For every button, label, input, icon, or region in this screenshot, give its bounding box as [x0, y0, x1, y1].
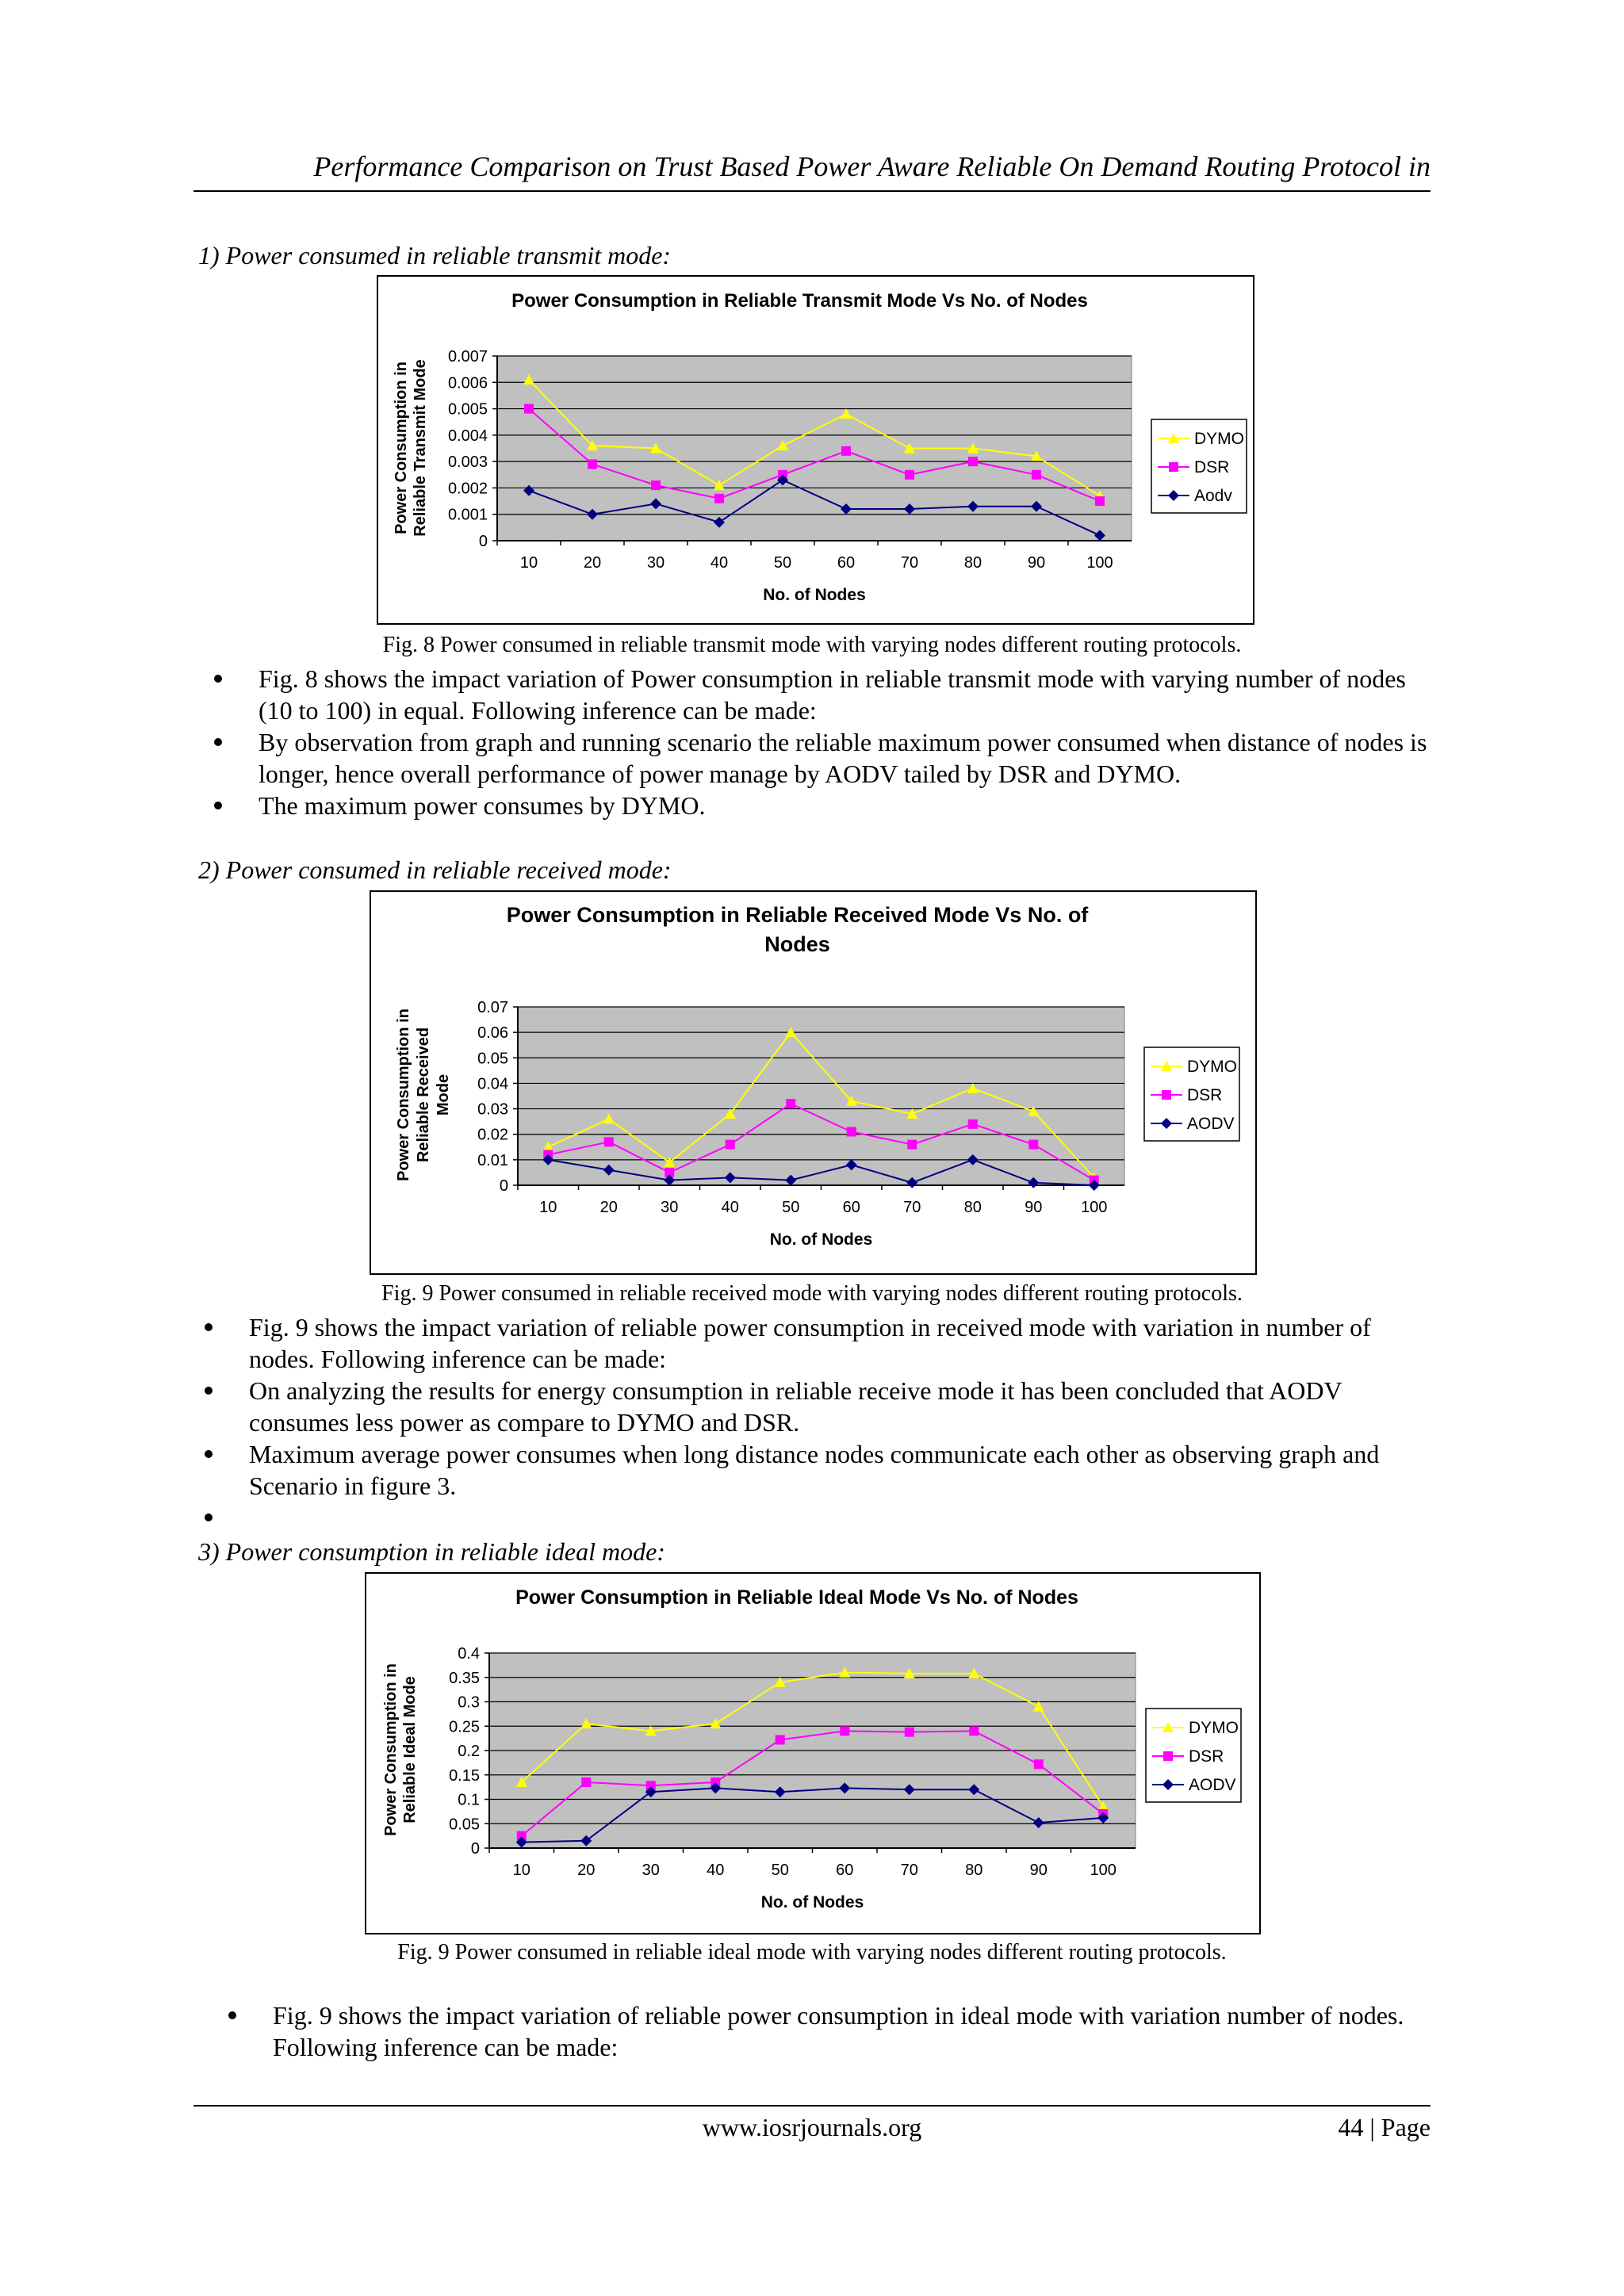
y-axis-label: Power Consumption in: [382, 1663, 400, 1836]
data-point-dsr: [841, 446, 851, 456]
running-title: Performance Comparison on Trust Based Power Aware Reliable On Demand Routing Protocol in: [313, 151, 1431, 182]
plot-area: [518, 1007, 1124, 1185]
figure-caption-9-ideal: Fig. 9 Power consumed in reliable ideal mode with varying nodes different routing protocols.: [397, 1940, 1227, 1965]
legend-label: DSR: [1194, 458, 1230, 476]
x-tick-label: 100: [1081, 1199, 1108, 1216]
legend-label: AODV: [1189, 1776, 1236, 1794]
x-tick-label: 100: [1090, 1862, 1116, 1879]
x-tick-label: 90: [1025, 1199, 1043, 1216]
data-point-dsr: [1095, 496, 1105, 506]
y-axis-label: Power Consumption in: [393, 362, 410, 534]
chart-transmit-mode: [377, 275, 1254, 625]
bullet-list-ideal: [217, 1999, 1431, 2063]
page-number: 44 | Page: [1338, 2113, 1431, 2141]
y-axis-label: Power Consumption in: [395, 1008, 412, 1181]
y-tick-label: 0.06: [477, 1024, 508, 1043]
y-tick-label: 0.05: [449, 1816, 480, 1834]
chart-title: Nodes: [764, 932, 830, 956]
x-axis-label: No. of Nodes: [760, 1893, 864, 1911]
chart-ideal-svg: [366, 1574, 1259, 1933]
data-point-dsr: [776, 1735, 785, 1744]
y-tick-label: 0.02: [477, 1126, 508, 1144]
x-tick-label: 10: [512, 1862, 530, 1879]
y-tick-label: 0.2: [458, 1743, 480, 1760]
legend-label: AODV: [1187, 1115, 1235, 1133]
x-tick-label: 30: [642, 1862, 660, 1879]
y-tick-label: 0.01: [477, 1151, 508, 1169]
data-point-dsr: [786, 1099, 795, 1108]
x-tick-label: 20: [577, 1862, 596, 1879]
section-heading-received: 2) Power consumed in reliable received mode:: [198, 855, 672, 884]
y-tick-label: 0.001: [447, 506, 488, 524]
x-tick-label: 60: [836, 1862, 854, 1879]
y-tick-label: 0.002: [447, 480, 488, 498]
y-axis-label: Reliable Transmit Mode: [412, 359, 429, 537]
y-tick-label: 0.007: [447, 348, 488, 365]
bullet-list-received: [193, 1311, 1431, 1533]
data-point-dsr: [1028, 1140, 1038, 1150]
x-tick-label: 30: [661, 1199, 679, 1216]
chart-received-mode: [370, 890, 1257, 1275]
chart-title: Power Consumption in Reliable Received Mode Vs No. of: [506, 903, 1089, 927]
x-tick-label: 70: [900, 1862, 918, 1879]
x-tick-label: 40: [721, 1199, 739, 1216]
x-tick-label: 60: [837, 554, 856, 572]
header-rule: [193, 190, 1431, 192]
list-item: Maximum average power consumes when long distance nodes communicate each other as observing graph and Scenario in figure 3.: [193, 1438, 1431, 1502]
section-heading-ideal: 3) Power consumption in reliable ideal mode:: [198, 1537, 665, 1566]
data-point-dsr: [651, 480, 661, 490]
legend-label: DYMO: [1189, 1719, 1239, 1737]
x-tick-label: 50: [771, 1862, 789, 1879]
list-item: The maximum power consumes by DYMO.: [203, 790, 1431, 821]
data-point-dsr: [968, 1119, 978, 1129]
section-heading-transmit: 1) Power consumed in reliable transmit mode:: [198, 241, 672, 270]
y-tick-label: 0: [478, 533, 488, 550]
footer-url: www.iosrjournals.org: [702, 2113, 922, 2141]
y-axis-label: Mode: [435, 1073, 452, 1116]
x-tick-label: 80: [963, 1199, 982, 1216]
data-point-dsr: [524, 404, 534, 414]
x-tick-label: 80: [965, 1862, 983, 1879]
y-tick-label: 0.05: [477, 1050, 508, 1068]
data-point-dsr: [968, 457, 978, 466]
data-point-dsr: [969, 1726, 979, 1735]
x-tick-label: 40: [707, 1862, 725, 1879]
x-tick-label: 90: [1029, 1862, 1048, 1879]
y-tick-label: 0.006: [447, 374, 488, 392]
figure-caption-9-received: Fig. 9 Power consumed in reliable received mode with varying nodes different routing protocols.: [381, 1281, 1243, 1306]
y-tick-label: 0.3: [458, 1693, 480, 1712]
x-tick-label: 100: [1086, 554, 1113, 572]
data-point-dsr: [905, 470, 914, 480]
data-point-dsr: [581, 1777, 591, 1787]
list-item: On analyzing the results for energy consumption in reliable receive mode it has been concluded that AODV consumes less power as compare to DYMO and DSR.: [193, 1375, 1431, 1438]
list-item: By observation from graph and running scenario the reliable maximum power consumed when distance of nodes is longer, hence overall performance of power manage by AODV tailed by DSR and DYMO.: [203, 726, 1431, 790]
y-tick-label: 0.1: [458, 1791, 480, 1809]
y-tick-label: 0.005: [447, 400, 488, 419]
y-tick-label: 0.4: [458, 1645, 480, 1663]
legend-marker: [1162, 1090, 1171, 1100]
y-tick-label: 0: [499, 1177, 508, 1195]
x-tick-label: 50: [773, 554, 792, 572]
y-tick-label: 0.25: [449, 1718, 480, 1736]
y-tick-label: 0.07: [477, 999, 508, 1016]
list-item: [193, 1502, 1431, 1533]
x-tick-label: 40: [710, 554, 729, 572]
x-tick-label: 90: [1027, 554, 1046, 572]
data-point-dsr: [905, 1728, 914, 1737]
data-point-dsr: [847, 1127, 856, 1137]
data-point-dsr: [588, 459, 597, 469]
legend-label: DYMO: [1187, 1058, 1237, 1076]
data-point-dsr: [726, 1140, 735, 1150]
y-tick-label: 0.35: [449, 1669, 480, 1687]
y-tick-label: 0.15: [449, 1766, 480, 1785]
data-point-dsr: [604, 1137, 614, 1146]
y-tick-label: 0.003: [447, 453, 488, 472]
x-tick-label: 30: [646, 554, 665, 572]
chart-ideal-mode: [365, 1572, 1261, 1934]
x-tick-label: 20: [583, 554, 602, 572]
footer-rule: [193, 2105, 1431, 2107]
x-tick-label: 70: [903, 1199, 921, 1216]
x-tick-label: 80: [963, 554, 982, 572]
x-axis-label: No. of Nodes: [763, 586, 866, 604]
data-point-dsr: [1034, 1759, 1044, 1769]
list-item: Fig. 9 shows the impact variation of reliable power consumption in ideal mode with variation number of nodes. Following inference can be made:: [217, 1999, 1431, 2063]
list-item: Fig. 8 shows the impact variation of Power consumption in reliable transmit mode with varying number of nodes (10 to 100) in equal. Following inference can be made:: [203, 663, 1431, 726]
figure-caption-8: Fig. 8 Power consumed in reliable transmit mode with varying nodes different routing protocols.: [382, 633, 1242, 657]
y-tick-label: 0: [470, 1840, 480, 1858]
x-tick-label: 60: [842, 1199, 860, 1216]
y-tick-label: 0.04: [477, 1075, 508, 1093]
x-tick-label: 70: [900, 554, 919, 572]
data-point-dsr: [907, 1140, 917, 1150]
bullet-list-transmit: [203, 663, 1431, 821]
chart-received-svg: [371, 892, 1255, 1273]
legend-label: DSR: [1189, 1747, 1224, 1766]
legend-label: DYMO: [1194, 430, 1244, 448]
x-axis-label: No. of Nodes: [769, 1230, 873, 1249]
data-point-dsr: [1032, 470, 1041, 480]
legend-marker: [1169, 462, 1178, 472]
y-tick-label: 0.004: [447, 427, 488, 445]
y-tick-label: 0.03: [477, 1100, 508, 1119]
y-axis-label: Reliable Received: [415, 1027, 432, 1163]
x-tick-label: 10: [519, 554, 538, 572]
legend-label: DSR: [1187, 1086, 1223, 1104]
x-tick-label: 20: [599, 1199, 618, 1216]
data-point-dsr: [714, 494, 724, 503]
chart-title: Power Consumption in Reliable Ideal Mode Vs No. of Nodes: [515, 1586, 1078, 1609]
y-axis-label: Reliable Ideal Mode: [401, 1676, 419, 1823]
chart-transmit-svg: [378, 277, 1253, 623]
legend-label: Aodv: [1194, 487, 1232, 505]
legend-marker: [1163, 1751, 1173, 1761]
list-item: Fig. 9 shows the impact variation of reliable power consumption in received mode with variation in number of nodes. Following inference can be made:: [193, 1311, 1431, 1375]
x-tick-label: 50: [782, 1199, 800, 1216]
chart-title: Power Consumption in Reliable Transmit Mode Vs No. of Nodes: [511, 290, 1088, 312]
x-tick-label: 10: [539, 1199, 557, 1216]
data-point-dsr: [840, 1726, 849, 1735]
